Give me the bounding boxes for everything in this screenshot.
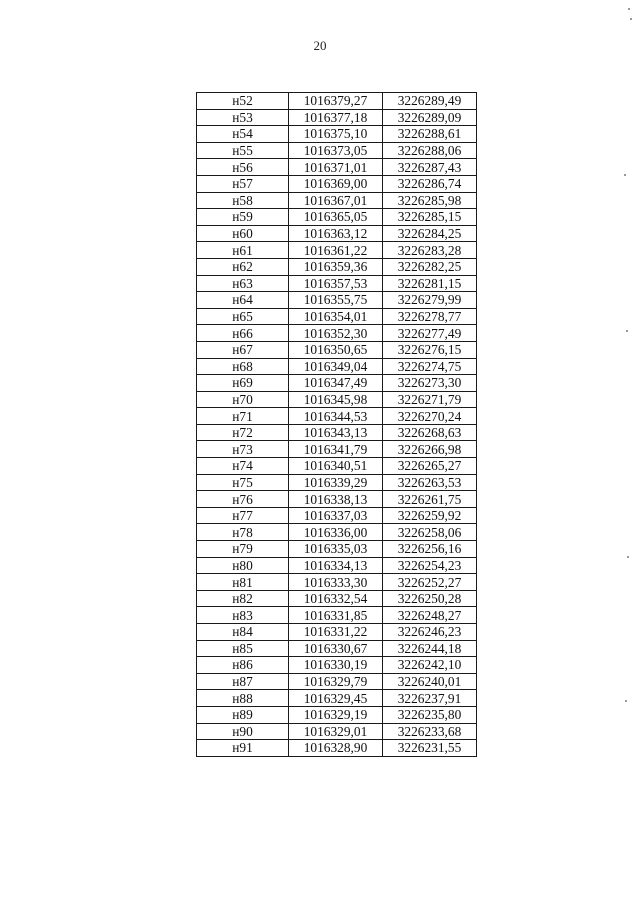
table-row (197, 640, 477, 657)
y-coordinate-cell: 3226282,25 (383, 258, 477, 275)
y-coordinate-cell: 3226250,28 (383, 590, 477, 607)
x-coordinate-cell: 1016332,54 (289, 590, 383, 607)
y-coordinate-cell: 3226285,15 (383, 209, 477, 226)
x-coordinate-cell: 1016329,01 (289, 723, 383, 740)
x-coordinate-cell: 1016377,18 (289, 109, 383, 126)
point-name-cell: н82 (197, 590, 289, 607)
point-name-cell: н69 (197, 375, 289, 392)
x-coordinate-cell: 1016365,05 (289, 209, 383, 226)
table-row (197, 657, 477, 674)
table-row (197, 524, 477, 541)
table-row (197, 242, 477, 259)
table-row (197, 673, 477, 690)
y-coordinate-cell: 3226263,53 (383, 474, 477, 491)
table-row (197, 209, 477, 226)
table-row (197, 706, 477, 723)
y-coordinate-cell: 3226254,23 (383, 557, 477, 574)
point-name-cell: н75 (197, 474, 289, 491)
point-name-cell: н71 (197, 408, 289, 425)
x-coordinate-cell: 1016328,90 (289, 740, 383, 757)
table-row (197, 574, 477, 591)
point-name-cell: н65 (197, 308, 289, 325)
y-coordinate-cell: 3226285,98 (383, 192, 477, 209)
table-row (197, 341, 477, 358)
y-coordinate-cell: 3226252,27 (383, 574, 477, 591)
table-row (197, 109, 477, 126)
y-coordinate-cell: 3226256,16 (383, 541, 477, 558)
x-coordinate-cell: 1016352,30 (289, 325, 383, 342)
y-coordinate-cell: 3226277,49 (383, 325, 477, 342)
x-coordinate-cell: 1016330,19 (289, 657, 383, 674)
x-coordinate-cell: 1016335,03 (289, 541, 383, 558)
y-coordinate-cell: 3226268,63 (383, 424, 477, 441)
y-coordinate-cell: 3226286,74 (383, 175, 477, 192)
point-name-cell: н88 (197, 690, 289, 707)
table-row (197, 507, 477, 524)
point-name-cell: н63 (197, 275, 289, 292)
table-row (197, 159, 477, 176)
x-coordinate-cell: 1016354,01 (289, 308, 383, 325)
y-coordinate-cell: 3226283,28 (383, 242, 477, 259)
table-row (197, 142, 477, 159)
point-name-cell: н85 (197, 640, 289, 657)
point-name-cell: н90 (197, 723, 289, 740)
x-coordinate-cell: 1016367,01 (289, 192, 383, 209)
point-name-cell: н83 (197, 607, 289, 624)
table-row (197, 93, 477, 110)
y-coordinate-cell: 3226287,43 (383, 159, 477, 176)
table-row (197, 292, 477, 309)
x-coordinate-cell: 1016343,13 (289, 424, 383, 441)
point-name-cell: н55 (197, 142, 289, 159)
point-name-cell: н74 (197, 458, 289, 475)
y-coordinate-cell: 3226248,27 (383, 607, 477, 624)
table-row (197, 491, 477, 508)
point-name-cell: н77 (197, 507, 289, 524)
y-coordinate-cell: 3226261,75 (383, 491, 477, 508)
y-coordinate-cell: 3226237,91 (383, 690, 477, 707)
x-coordinate-cell: 1016333,30 (289, 574, 383, 591)
point-name-cell: н80 (197, 557, 289, 574)
x-coordinate-cell: 1016344,53 (289, 408, 383, 425)
table-row (197, 541, 477, 558)
x-coordinate-cell: 1016334,13 (289, 557, 383, 574)
y-coordinate-cell: 3226284,25 (383, 225, 477, 242)
point-name-cell: н84 (197, 624, 289, 641)
point-name-cell: н62 (197, 258, 289, 275)
point-name-cell: н91 (197, 740, 289, 757)
y-coordinate-cell: 3226273,30 (383, 375, 477, 392)
x-coordinate-cell: 1016329,19 (289, 706, 383, 723)
point-name-cell: н59 (197, 209, 289, 226)
point-name-cell: н86 (197, 657, 289, 674)
point-name-cell: н61 (197, 242, 289, 259)
y-coordinate-cell: 3226281,15 (383, 275, 477, 292)
point-name-cell: н52 (197, 93, 289, 110)
y-coordinate-cell: 3226288,61 (383, 126, 477, 143)
table-row (197, 275, 477, 292)
x-coordinate-cell: 1016338,13 (289, 491, 383, 508)
table-row (197, 590, 477, 607)
x-coordinate-cell: 1016371,01 (289, 159, 383, 176)
x-coordinate-cell: 1016337,03 (289, 507, 383, 524)
x-coordinate-cell: 1016341,79 (289, 441, 383, 458)
y-coordinate-cell: 3226276,15 (383, 341, 477, 358)
y-coordinate-cell: 3226233,68 (383, 723, 477, 740)
point-name-cell: н79 (197, 541, 289, 558)
point-name-cell: н73 (197, 441, 289, 458)
point-name-cell: н57 (197, 175, 289, 192)
y-coordinate-cell: 3226259,92 (383, 507, 477, 524)
y-coordinate-cell: 3226289,09 (383, 109, 477, 126)
x-coordinate-cell: 1016347,49 (289, 375, 383, 392)
x-coordinate-cell: 1016359,36 (289, 258, 383, 275)
point-name-cell: н81 (197, 574, 289, 591)
x-coordinate-cell: 1016379,27 (289, 93, 383, 110)
x-coordinate-cell: 1016340,51 (289, 458, 383, 475)
point-name-cell: н68 (197, 358, 289, 375)
x-coordinate-cell: 1016350,65 (289, 341, 383, 358)
scan-speck (630, 18, 632, 20)
scan-speck (624, 174, 626, 176)
y-coordinate-cell: 3226270,24 (383, 408, 477, 425)
table-row (197, 126, 477, 143)
table-row (197, 723, 477, 740)
y-coordinate-cell: 3226271,79 (383, 391, 477, 408)
table-row (197, 325, 477, 342)
x-coordinate-cell: 1016373,05 (289, 142, 383, 159)
point-name-cell: н67 (197, 341, 289, 358)
y-coordinate-cell: 3226258,06 (383, 524, 477, 541)
y-coordinate-cell: 3226265,27 (383, 458, 477, 475)
x-coordinate-cell: 1016369,00 (289, 175, 383, 192)
x-coordinate-cell: 1016361,22 (289, 242, 383, 259)
y-coordinate-cell: 3226235,80 (383, 706, 477, 723)
table-row (197, 391, 477, 408)
table-row (197, 258, 477, 275)
y-coordinate-cell: 3226274,75 (383, 358, 477, 375)
y-coordinate-cell: 3226289,49 (383, 93, 477, 110)
page-number: 20 (313, 38, 327, 53)
y-coordinate-cell: 3226279,99 (383, 292, 477, 309)
point-name-cell: н56 (197, 159, 289, 176)
table-row (197, 408, 477, 425)
point-name-cell: н58 (197, 192, 289, 209)
table-row (197, 474, 477, 491)
table-row (197, 358, 477, 375)
y-coordinate-cell: 3226246,23 (383, 624, 477, 641)
x-coordinate-cell: 1016375,10 (289, 126, 383, 143)
x-coordinate-cell: 1016329,45 (289, 690, 383, 707)
x-coordinate-cell: 1016357,53 (289, 275, 383, 292)
x-coordinate-cell: 1016329,79 (289, 673, 383, 690)
x-coordinate-cell: 1016349,04 (289, 358, 383, 375)
table-row (197, 308, 477, 325)
table-row (197, 624, 477, 641)
table-row (197, 690, 477, 707)
point-name-cell: н64 (197, 292, 289, 309)
table-row (197, 375, 477, 392)
table-row (197, 175, 477, 192)
y-coordinate-cell: 3226244,18 (383, 640, 477, 657)
table-row (197, 441, 477, 458)
x-coordinate-cell: 1016336,00 (289, 524, 383, 541)
table-row (197, 740, 477, 757)
coordinates-table-body (197, 93, 477, 757)
x-coordinate-cell: 1016355,75 (289, 292, 383, 309)
scan-speck (626, 330, 628, 332)
point-name-cell: н78 (197, 524, 289, 541)
y-coordinate-cell: 3226288,06 (383, 142, 477, 159)
table-row (197, 225, 477, 242)
table-row (197, 458, 477, 475)
x-coordinate-cell: 1016345,98 (289, 391, 383, 408)
point-name-cell: н76 (197, 491, 289, 508)
table-row (197, 424, 477, 441)
x-coordinate-cell: 1016331,85 (289, 607, 383, 624)
y-coordinate-cell: 3226240,01 (383, 673, 477, 690)
point-name-cell: н53 (197, 109, 289, 126)
scan-speck (625, 700, 627, 702)
table-row (197, 607, 477, 624)
x-coordinate-cell: 1016330,67 (289, 640, 383, 657)
x-coordinate-cell: 1016339,29 (289, 474, 383, 491)
table-row (197, 192, 477, 209)
y-coordinate-cell: 3226242,10 (383, 657, 477, 674)
point-name-cell: н87 (197, 673, 289, 690)
point-name-cell: н66 (197, 325, 289, 342)
scan-speck (628, 8, 630, 10)
scan-speck (627, 556, 629, 558)
x-coordinate-cell: 1016331,22 (289, 624, 383, 641)
point-name-cell: н89 (197, 706, 289, 723)
coordinates-table (196, 92, 477, 757)
x-coordinate-cell: 1016363,12 (289, 225, 383, 242)
point-name-cell: н72 (197, 424, 289, 441)
y-coordinate-cell: 3226278,77 (383, 308, 477, 325)
y-coordinate-cell: 3226231,55 (383, 740, 477, 757)
point-name-cell: н60 (197, 225, 289, 242)
coordinates-table-container (196, 92, 477, 757)
table-row (197, 557, 477, 574)
y-coordinate-cell: 3226266,98 (383, 441, 477, 458)
point-name-cell: н54 (197, 126, 289, 143)
point-name-cell: н70 (197, 391, 289, 408)
